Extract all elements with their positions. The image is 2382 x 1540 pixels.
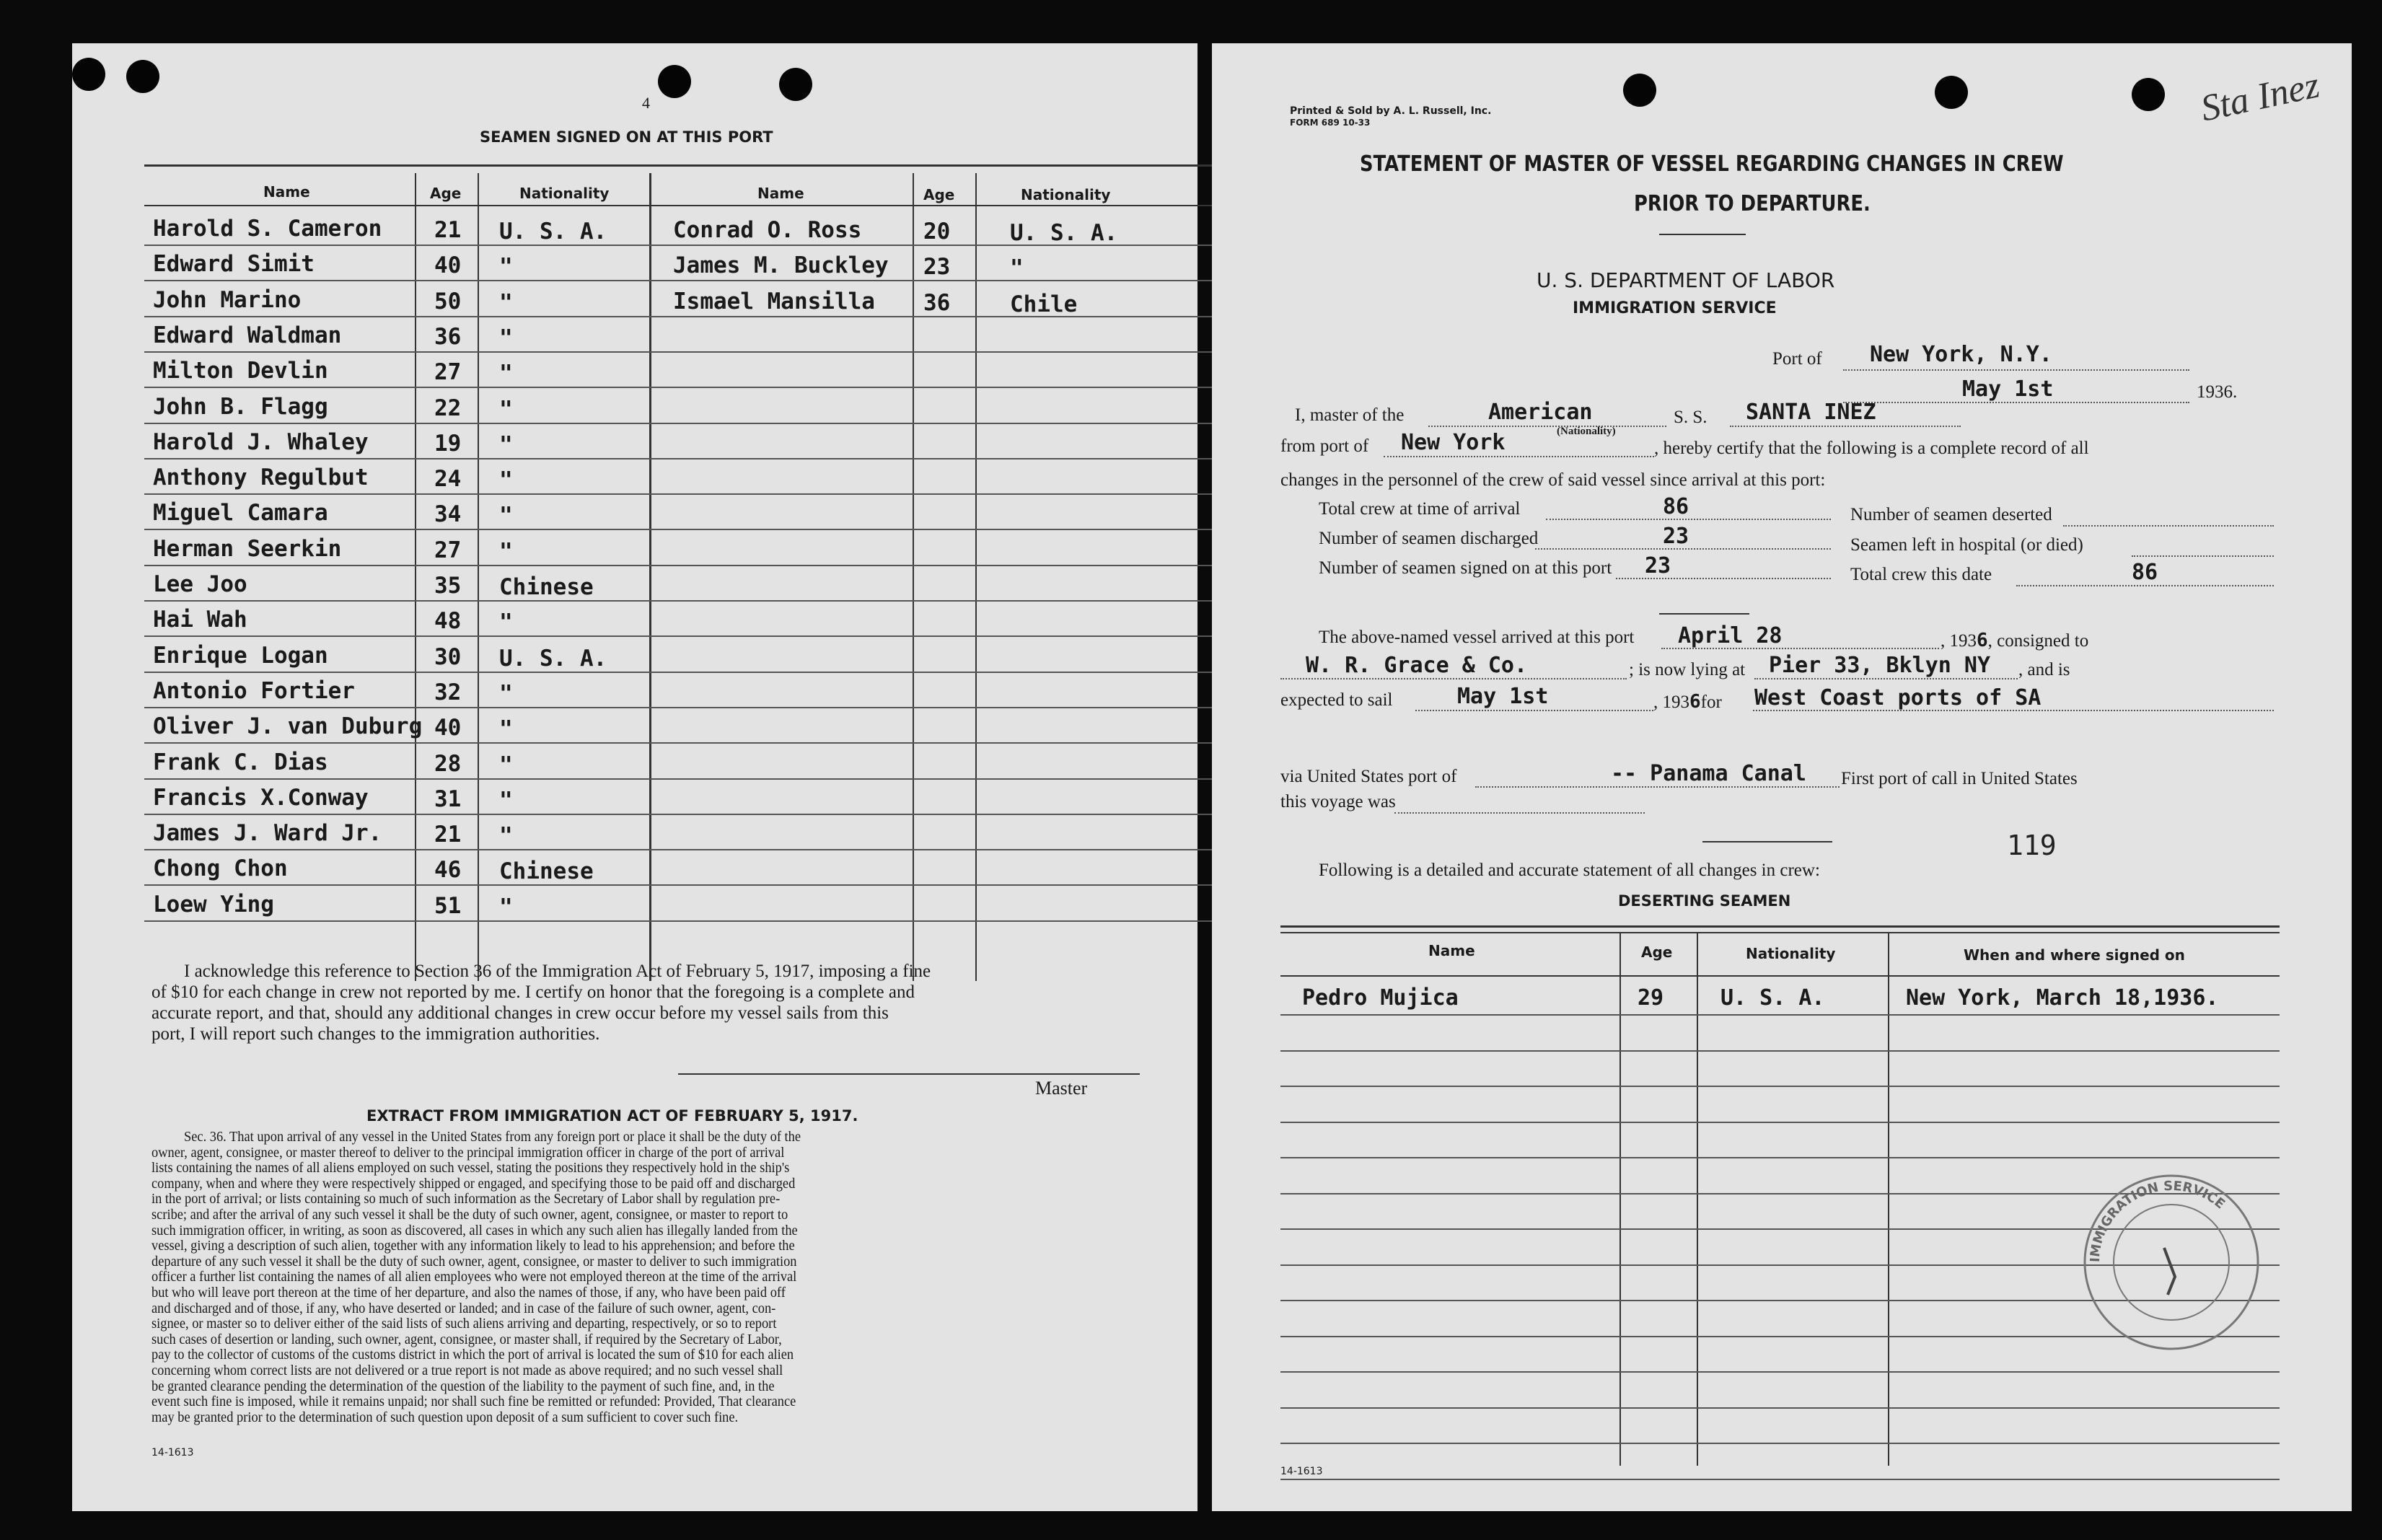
arrived-year-label: , 1936, consigned to (1941, 630, 2089, 651)
table-row-line (144, 423, 1212, 424)
title-rule (1659, 234, 1746, 235)
lying-label: ; is now lying at (1629, 660, 1746, 679)
punch-hole (779, 68, 812, 101)
seaman-age: 50 (434, 288, 462, 314)
col-divider (1888, 932, 1889, 1466)
table-row-line (144, 920, 1212, 922)
seaman-nationality: " (499, 894, 513, 920)
section-rule (1659, 613, 1749, 615)
arrived-label: The above-named vessel arrived at this port (1319, 628, 1635, 647)
extract-line: be granted clearance pending the determination of the question of the liability to the payment of such fine, and, in the (151, 1378, 775, 1394)
consignee-value: W. R. Grace & Co. (1306, 653, 1528, 678)
table-top-rule (144, 164, 1212, 167)
seaman-name: Hai Wah (153, 607, 247, 633)
seaman-age: 32 (434, 679, 462, 705)
seaman-name: Ismael Mansilla (673, 288, 875, 314)
seaman-age: 36 (923, 289, 951, 316)
seaman-name: Loew Ying (153, 891, 274, 918)
seaman-age: 51 (434, 892, 462, 919)
col-header-name: Name (1428, 942, 1475, 959)
seaman-nationality: " (499, 361, 513, 387)
col-header-when: When and where signed on (1964, 946, 2185, 964)
destination-value: West Coast ports of SA (1754, 685, 2042, 710)
seaman-age: 30 (434, 643, 462, 670)
table-header-rule (1280, 975, 2280, 977)
deserted-label: Number of seamen deserted (1850, 505, 2052, 524)
table-row-line (144, 458, 1212, 459)
seaman-age: 48 (434, 608, 462, 635)
first-port-label: First port of call in United States (1841, 769, 2078, 788)
following-label: Following is a detailed and accurate statement of all changes in crew: (1319, 861, 1820, 880)
seaman-age: 20 (923, 219, 951, 245)
total-crew-arrival-label: Total crew at time of arrival (1319, 499, 1521, 519)
extract-line: may be granted prior to the determination of such question upon deposit of a sum sufficient to cover such fine. (151, 1409, 739, 1425)
seaman-nationality: " (499, 467, 513, 494)
seaman-nationality: " (499, 680, 513, 707)
seaman-name: Edward Waldman (153, 322, 342, 348)
seaman-name: Herman Seerkin (153, 535, 342, 562)
from-port-value: New York (1401, 430, 1506, 455)
seaman-name: John Marino (153, 286, 302, 313)
seaman-age: 21 (434, 822, 462, 848)
right-page (1212, 43, 2352, 1511)
master-of-label: I, master of the (1295, 405, 1405, 425)
extract-line: concerning whom correct lists are not delivered or a true report is not made as above required; and no such vessel shall (151, 1363, 783, 1378)
section-rule (1702, 841, 1832, 842)
form-code: 14-1613 (151, 1447, 194, 1458)
extract-line: such immigration officer, in writing, as soon as discovered, all cases in which any such alien has illegally landed from the (151, 1222, 798, 1238)
via-value: -- Panama Canal (1611, 761, 1806, 786)
col-header-age: Age (923, 186, 955, 203)
table-top-rule (1280, 925, 2280, 928)
table-row-line (1280, 1407, 2280, 1409)
expected-value: May 1st (1457, 684, 1549, 709)
form-code: 14-1613 (1280, 1466, 1323, 1477)
col-header-nationality: Nationality (1021, 186, 1111, 203)
punch-hole (658, 65, 691, 98)
seaman-name: Lee Joo (153, 571, 247, 597)
table-row-line (144, 707, 1212, 708)
deserter-name: Pedro Mujica (1302, 985, 1459, 1011)
seaman-nationality: " (499, 503, 513, 529)
immigration-stamp (2078, 1169, 2265, 1356)
seaman-nationality: " (499, 823, 513, 850)
col-divider (975, 173, 977, 981)
table-row-line (1280, 1122, 2280, 1123)
table-row-line (1280, 1014, 2280, 1016)
seaman-age: 34 (434, 501, 462, 528)
signed-on-value: 23 (1645, 553, 1671, 578)
nationality-value: American (1488, 400, 1593, 425)
table-row-line (144, 849, 1212, 850)
acknowledgement-line: of $10 for each change in crew not reported by me. I certify on honor that the foregoing is a complete and (151, 982, 915, 1002)
extract-line: departure of any such vessel it shall be the duty of such owner, agent, consignee, or master to deliver to such immigration (151, 1253, 797, 1270)
deserter-age: 29 (1638, 985, 1664, 1011)
department-name: U. S. DEPARTMENT OF LABOR (1537, 268, 1835, 292)
seaman-age: 40 (434, 252, 462, 279)
table-row-line (144, 351, 1212, 353)
seaman-age: 28 (434, 750, 462, 777)
expected-year-label: , 1936for (1653, 691, 1722, 713)
seaman-name: Francis X.Conway (153, 784, 369, 811)
seaman-name: Harold J. Whaley (153, 428, 369, 455)
form-number: FORM 689 10-33 (1290, 118, 1371, 128)
signed-on-label: Number of seamen signed on at this port (1319, 558, 1612, 578)
extract-line: and discharged and of those, if any, who have deserted or landed; and in case of the failure of such owner, agent, con- (151, 1300, 776, 1316)
discharged-label: Number of seamen discharged (1319, 529, 1539, 548)
seaman-name: Conrad O. Ross (673, 217, 862, 243)
voyage-label: this voyage was (1280, 792, 1396, 811)
col-divider (1697, 932, 1698, 1466)
seaman-name: Edward Simit (153, 251, 315, 278)
table-row-line (144, 387, 1212, 388)
table-row-line (1280, 1371, 2280, 1373)
deserting-heading: DESERTING SEAMEN (1618, 892, 1791, 910)
table-row-line (144, 565, 1212, 566)
acknowledgement-line: accurate report, and that, should any additional changes in crew occur before my vessel sails from this (151, 1003, 889, 1023)
punch-hole (1935, 76, 1968, 109)
punch-hole (72, 58, 105, 91)
seaman-name: Oliver J. van Duburg (153, 713, 423, 740)
col-divider (415, 173, 416, 981)
seaman-nationality: " (499, 254, 513, 281)
table-row-line (144, 600, 1212, 602)
seaman-name: Chong Chon (153, 855, 288, 882)
seaman-name: Frank C. Dias (153, 749, 328, 775)
nationality-caption: (Nationality) (1557, 426, 1616, 437)
acknowledgement-line: port, I will report such changes to the immigration authorities. (151, 1024, 600, 1044)
handwritten-ship-name: Sta Inez (2197, 64, 2324, 130)
discharged-value: 23 (1663, 524, 1689, 549)
total-crew-arrival-value: 86 (1663, 494, 1689, 519)
seaman-nationality: " (1010, 255, 1024, 282)
table-row-line (144, 529, 1212, 530)
table-row-line (1280, 1443, 2280, 1444)
table-header-rule (144, 205, 1212, 206)
via-label: via United States port of (1280, 767, 1457, 786)
extract-line: lists containing the names of all aliens employed on such vessel, stating the positions they respectively hold in the ship's (151, 1160, 790, 1176)
seaman-name: James J. Ward Jr. (153, 820, 382, 847)
changes-text: changes in the personnel of the crew of said vessel since arrival at this port: (1280, 470, 1826, 490)
hospital-label: Seamen left in hospital (or died) (1850, 535, 2083, 555)
seaman-age: 36 (434, 323, 462, 350)
table-row-line (144, 884, 1212, 886)
printer-line: Printed & Sold by A. L. Russell, Inc. (1290, 105, 1492, 117)
table-row-line (144, 742, 1212, 744)
service-name: IMMIGRATION SERVICE (1573, 299, 1777, 317)
extract-line: but who will leave port thereon at the time of her departure, and also the names of those, if any, who have been paid off (151, 1285, 786, 1301)
table-row-line (1280, 1157, 2280, 1158)
col-divider (649, 173, 651, 981)
table-row-line (144, 778, 1212, 780)
seaman-nationality: " (499, 716, 513, 743)
seaman-nationality: " (499, 538, 513, 565)
seaman-name: Enrique Logan (153, 642, 328, 669)
seaman-age: 23 (923, 254, 951, 281)
year-label: 1936. (2197, 382, 2238, 402)
extract-line: officer a further list containing the names of all alien employees who were not employed thereon at the time of the arrival (151, 1269, 797, 1285)
table-row-line (144, 280, 1212, 281)
port-of-label: Port of (1772, 349, 1822, 369)
extract-line: such cases of desertion or landing, such owner, agent, consignee, or master shall, if required by the Secretary of Labor, (151, 1331, 782, 1347)
col-header-nationality: Nationality (519, 185, 610, 202)
punch-hole (2132, 78, 2165, 111)
table-row-line (144, 814, 1212, 815)
seaman-nationality: " (499, 752, 513, 778)
table-row-line (144, 493, 1212, 495)
seaman-nationality: " (499, 289, 513, 316)
table-row-line (1280, 1050, 2280, 1052)
table-row-line (1280, 1086, 2280, 1087)
extract-line: Sec. 36. That upon arrival of any vessel in the United States from any foreign port or place it shall be the duty of the (184, 1129, 801, 1145)
master-label: Master (1035, 1078, 1088, 1099)
table-row-line (1280, 1479, 2280, 1480)
col-divider (1620, 932, 1621, 1466)
seaman-nationality: U. S. A. (499, 645, 607, 672)
total-crew-date-label: Total crew this date (1850, 565, 1992, 584)
col-divider (478, 173, 479, 981)
extract-line: vessel, giving a description of such alien, together with any information likely to lead to his apprehension; and before the (151, 1238, 795, 1254)
extract-line: company, when and where they were respectively shipped or engaged, and specifying those to be paid off and discharged (151, 1175, 796, 1192)
arrived-value: April 28 (1678, 623, 1783, 648)
port-of-value: New York, N.Y. (1870, 342, 2052, 367)
seaman-nationality: " (499, 431, 513, 458)
col-header-age: Age (430, 185, 462, 202)
table-row-line (144, 635, 1212, 637)
extract-heading: EXTRACT FROM IMMIGRATION ACT OF FEBRUARY 5, 1917. (366, 1107, 858, 1125)
seaman-age: 31 (434, 786, 462, 812)
svg-text:IMMIGRATION SERVICE (2088, 1179, 2228, 1262)
table-row-line (144, 672, 1212, 673)
deserter-nationality: U. S. A. (1720, 985, 1825, 1011)
seaman-age: 21 (434, 217, 462, 243)
seaman-name: James M. Buckley (673, 252, 889, 279)
extract-line: scribe; and after the arrival of any such vessel it shall be the duty of such owner, agent, consignee, or master to report to (151, 1207, 788, 1223)
master-signature-line (678, 1073, 1140, 1075)
seaman-age: 24 (434, 466, 462, 493)
expected-label: expected to sail (1280, 690, 1393, 710)
seaman-age: 19 (434, 430, 462, 457)
seaman-name: Milton Devlin (153, 358, 328, 384)
seaman-nationality: " (499, 325, 513, 351)
left-page (72, 43, 1197, 1511)
form-title-line2: PRIOR TO DEPARTURE. (1634, 191, 1871, 216)
seaman-nationality: " (499, 396, 513, 423)
col-header-name: Name (757, 185, 804, 202)
seaman-nationality: " (499, 610, 513, 636)
col-divider (913, 173, 914, 981)
extract-line: owner, agent, consignee, or master thereof to deliver to the principal immigration officer in charge of the port of arrival (151, 1144, 785, 1161)
seaman-nationality: Chinese (499, 858, 594, 885)
seaman-age: 27 (434, 537, 462, 563)
col-header-name: Name (263, 183, 310, 201)
section-heading: SEAMEN SIGNED ON AT THIS PORT (480, 128, 773, 146)
extract-line: in the port of arrival; or lists containing so much of such information as the Secretary of Labor shall by regulation pre- (151, 1191, 781, 1207)
and-is-label: , and is (2018, 660, 2070, 679)
extract-line: pay to the collector of customs of the customs district in which the port of arrival is located the sum of $10 for each alien (151, 1347, 794, 1363)
extract-line: signee, or master so to deliver either of the said lists of such aliens arriving and departing, respectively, or so to report (151, 1316, 777, 1332)
handwritten-number: 119 (2007, 830, 2057, 861)
date-value: May 1st (1962, 377, 2054, 402)
ss-label: S. S. (1674, 408, 1708, 427)
total-crew-date-value: 86 (2132, 560, 2158, 585)
seaman-name: Miguel Camara (153, 500, 328, 527)
ship-name: SANTA INEZ (1746, 400, 1876, 425)
seaman-nationality: U. S. A. (1010, 220, 1118, 246)
punch-hole (1623, 74, 1656, 107)
seaman-name: Antonio Fortier (153, 677, 355, 704)
acknowledgement-line: I acknowledge this reference to Section 36 of the Immigration Act of February 5, 1917, imposing a fine (184, 962, 931, 981)
seaman-name: Anthony Regulbut (153, 465, 369, 491)
page-number: 4 (642, 94, 650, 112)
from-port-label: from port of (1280, 436, 1369, 456)
form-title: STATEMENT OF MASTER OF VESSEL REGARDING CHANGES IN CREW (1360, 151, 2064, 177)
seaman-nationality: Chinese (499, 574, 594, 600)
col-header-nationality: Nationality (1746, 945, 1836, 962)
punch-hole (126, 60, 159, 93)
seaman-nationality: U. S. A. (499, 219, 607, 245)
seaman-age: 40 (434, 715, 462, 742)
stamp-text: IMMIGRATION SERVICE (2087, 1178, 2228, 1263)
seaman-age: 22 (434, 395, 462, 421)
deserter-when-signed: New York, March 18,1936. (1906, 985, 2219, 1011)
seaman-age: 27 (434, 359, 462, 386)
seaman-name: John B. Flagg (153, 393, 328, 420)
col-header-age: Age (1641, 943, 1673, 961)
seaman-name: Harold S. Cameron (153, 216, 382, 242)
seaman-age: 35 (434, 573, 462, 599)
seaman-nationality: " (499, 787, 513, 814)
certify-text: , hereby certify that the following is a complete record of all (1654, 439, 2089, 458)
seaman-age: 46 (434, 857, 462, 884)
lying-value: Pier 33, Bklyn NY (1769, 653, 1991, 678)
seaman-nationality: Chile (1010, 291, 1078, 317)
extract-line: event such fine is imposed, while it remains unpaid; nor shall such fine be remitted or refunded: Provided, That clearance (151, 1394, 796, 1410)
